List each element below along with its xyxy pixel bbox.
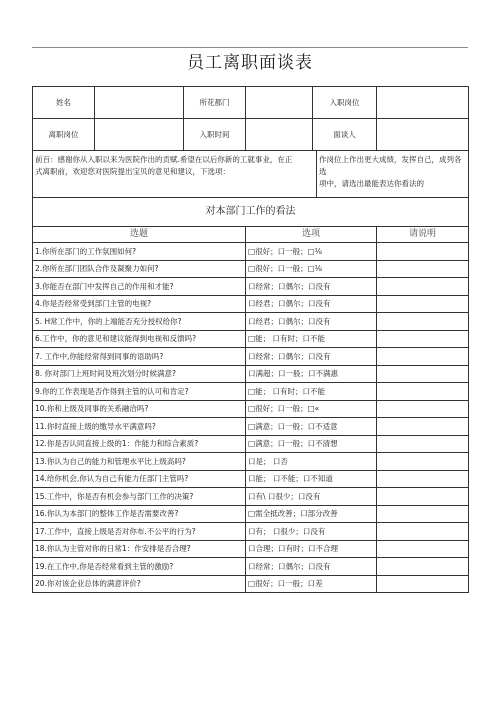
question-text: 16.你认为本部门的整体工作是否需要改善?	[33, 505, 246, 523]
question-text: 15.工作中，你是否有机会参与部门工作的决策?	[33, 488, 246, 506]
notes-column-header: 请说明	[377, 227, 469, 243]
question-options[interactable]: □很好；口一般；口差	[246, 575, 377, 593]
question-row	[33, 348, 469, 366]
question-notes[interactable]	[377, 488, 469, 506]
question-options[interactable]: □能； 口有时；口不能	[246, 330, 377, 348]
question-options[interactable]: □能； 口有时；口不能	[246, 383, 377, 401]
question-options[interactable]: 口经君；口偶尔；口没有	[246, 313, 377, 331]
interviewer-value[interactable]	[377, 119, 469, 151]
entry-position-value[interactable]	[377, 87, 469, 119]
question-text: 5. H常工作中，你的上端能否充分授权给你?	[33, 313, 246, 331]
exit-interview-form	[32, 86, 469, 593]
question-options[interactable]: □满意；口一般；口不清想	[246, 435, 377, 453]
question-options[interactable]: 口合理；口有时；口不合理	[246, 540, 377, 558]
question-notes[interactable]	[377, 330, 469, 348]
entry-time-value[interactable]	[246, 119, 313, 151]
question-notes[interactable]	[377, 243, 469, 261]
section-row	[33, 198, 469, 227]
question-row	[33, 488, 469, 506]
question-column-header: 选题	[33, 227, 246, 243]
question-text: 10.你和上级及同事的关系融洽吗?	[33, 400, 246, 418]
question-row	[33, 260, 469, 278]
question-text: 20.你对该企业总体的满意评价?	[33, 575, 246, 593]
question-options[interactable]: 口经君；口偶尔；口没有	[246, 295, 377, 313]
intro-right-line-1: 作岗位上作出更大成绩，发挥自己，成列各选	[319, 155, 462, 176]
options-column-header: 选项	[246, 227, 377, 243]
section-title: 对本部门工作的看法	[33, 198, 469, 227]
question-text: 2.你所在部门团队合作及凝聚力如何?	[33, 260, 246, 278]
question-row	[33, 558, 469, 576]
question-row	[33, 470, 469, 488]
form-title: 员工离职面谈表	[187, 53, 313, 73]
question-text: 3.你能否在部门中发挥自己的作用和才能?	[33, 278, 246, 296]
question-options[interactable]: □很好；口一般；□⅛	[246, 260, 377, 278]
question-options[interactable]: 口有\ 口很少；口没有	[246, 488, 377, 506]
intro-left	[33, 151, 317, 197]
question-row	[33, 575, 469, 593]
intro-left-line-2: 式离职前，欢迎您对医院提出宝贝的意见和建议，下选项：	[35, 167, 230, 176]
entry-time-label: 入职时间	[184, 119, 246, 151]
question-options[interactable]: □满意；口一般；口不适意	[246, 418, 377, 436]
question-options[interactable]: 口能； 口不能；口不知道	[246, 470, 377, 488]
question-notes[interactable]	[377, 400, 469, 418]
question-text: 7. 工作中,你能经常得到同事的语助吗?	[33, 348, 246, 366]
question-options[interactable]: □很好；口一般；□⅛	[246, 243, 377, 261]
interviewer-label: 面谈人	[313, 119, 377, 151]
question-row	[33, 313, 469, 331]
question-text: 9.你的工作表现是否作得到主管的认可和肯定?	[33, 383, 246, 401]
intro-cell	[33, 151, 469, 198]
department-value[interactable]	[246, 87, 313, 119]
question-notes[interactable]	[377, 365, 469, 383]
question-text: 12.你是否认同直接上级的1：作能力和综合素质?	[33, 435, 246, 453]
header-row-2	[33, 119, 469, 151]
question-notes[interactable]	[377, 295, 469, 313]
question-options[interactable]: 口满超；口一般；口不满惠	[246, 365, 377, 383]
question-notes[interactable]	[377, 470, 469, 488]
question-options[interactable]: 口是； 口否	[246, 453, 377, 471]
question-notes[interactable]	[377, 278, 469, 296]
intro-right-line-2: 项中，请选出最能表达你看法的	[319, 179, 424, 188]
leave-position-label: 离职岗位	[33, 119, 95, 151]
question-row	[33, 453, 469, 471]
question-text: 13.你认为自己的能力和管理水平比上级高吗?	[33, 453, 246, 471]
column-header-row	[33, 227, 469, 243]
question-notes[interactable]	[377, 313, 469, 331]
question-row	[33, 330, 469, 348]
question-notes[interactable]	[377, 260, 469, 278]
question-row	[33, 383, 469, 401]
question-text: 4.你是否经常受到部门主管的电视?	[33, 295, 246, 313]
question-text: 11.你时直接上级的缴导水平满意吗?	[33, 418, 246, 436]
intro-left-line-1: 前百：感谢你从入职以来为医院作出的贡赋.希望在以后你新的工就事业，在正	[35, 155, 293, 164]
question-row	[33, 418, 469, 436]
question-notes[interactable]	[377, 523, 469, 541]
question-options[interactable]: 口有； 口很少；口没有	[246, 523, 377, 541]
leave-position-value[interactable]	[95, 119, 184, 151]
question-notes[interactable]	[377, 383, 469, 401]
question-notes[interactable]	[377, 505, 469, 523]
question-text: 19.在工作中,你是否经常看到主管的激励?	[33, 558, 246, 576]
question-text: 6.工作中，你的意见和建议能得到电视和反馈吗?	[33, 330, 246, 348]
question-text: 18.你认为主管对你的日常1：作安排是否合理?	[33, 540, 246, 558]
question-options[interactable]: 口经常；口偶尔；口没有	[246, 558, 377, 576]
entry-position-label: 入职岗位	[313, 87, 377, 119]
intro-right	[317, 151, 468, 197]
question-options[interactable]: □很好；口一般；□«	[246, 400, 377, 418]
question-row	[33, 435, 469, 453]
question-text: 8. 你对部门上班时间及班次划分时候满意?	[33, 365, 246, 383]
question-row	[33, 243, 469, 261]
question-notes[interactable]	[377, 575, 469, 593]
question-options[interactable]: □需全抵改善；口部分改善	[246, 505, 377, 523]
question-rows	[33, 243, 469, 593]
question-text: 14.给你机会,你认为自己有能力任部门主管吗?	[33, 470, 246, 488]
question-row	[33, 400, 469, 418]
question-notes[interactable]	[377, 453, 469, 471]
intro-row	[33, 151, 469, 198]
question-notes[interactable]	[377, 435, 469, 453]
question-text: 17.工作中，直接上级是否对你布.不公平的行为?	[33, 523, 246, 541]
question-options[interactable]: 口经常；口偶尔；口没有	[246, 278, 377, 296]
question-row	[33, 295, 469, 313]
question-notes[interactable]	[377, 418, 469, 436]
name-label: 姓名	[33, 87, 95, 119]
department-label: 所花都门	[184, 87, 246, 119]
question-row	[33, 365, 469, 383]
question-text: 1.你所在部门的工作氛围如何?	[33, 243, 246, 261]
question-row	[33, 540, 469, 558]
question-row	[33, 278, 469, 296]
header-row-1	[33, 87, 469, 119]
question-options[interactable]: 口经常；口偶尔；口没有	[246, 348, 377, 366]
question-notes[interactable]	[377, 558, 469, 576]
question-row	[33, 505, 469, 523]
question-notes[interactable]	[377, 540, 469, 558]
question-row	[33, 523, 469, 541]
name-value[interactable]	[95, 87, 184, 119]
question-notes[interactable]	[377, 348, 469, 366]
